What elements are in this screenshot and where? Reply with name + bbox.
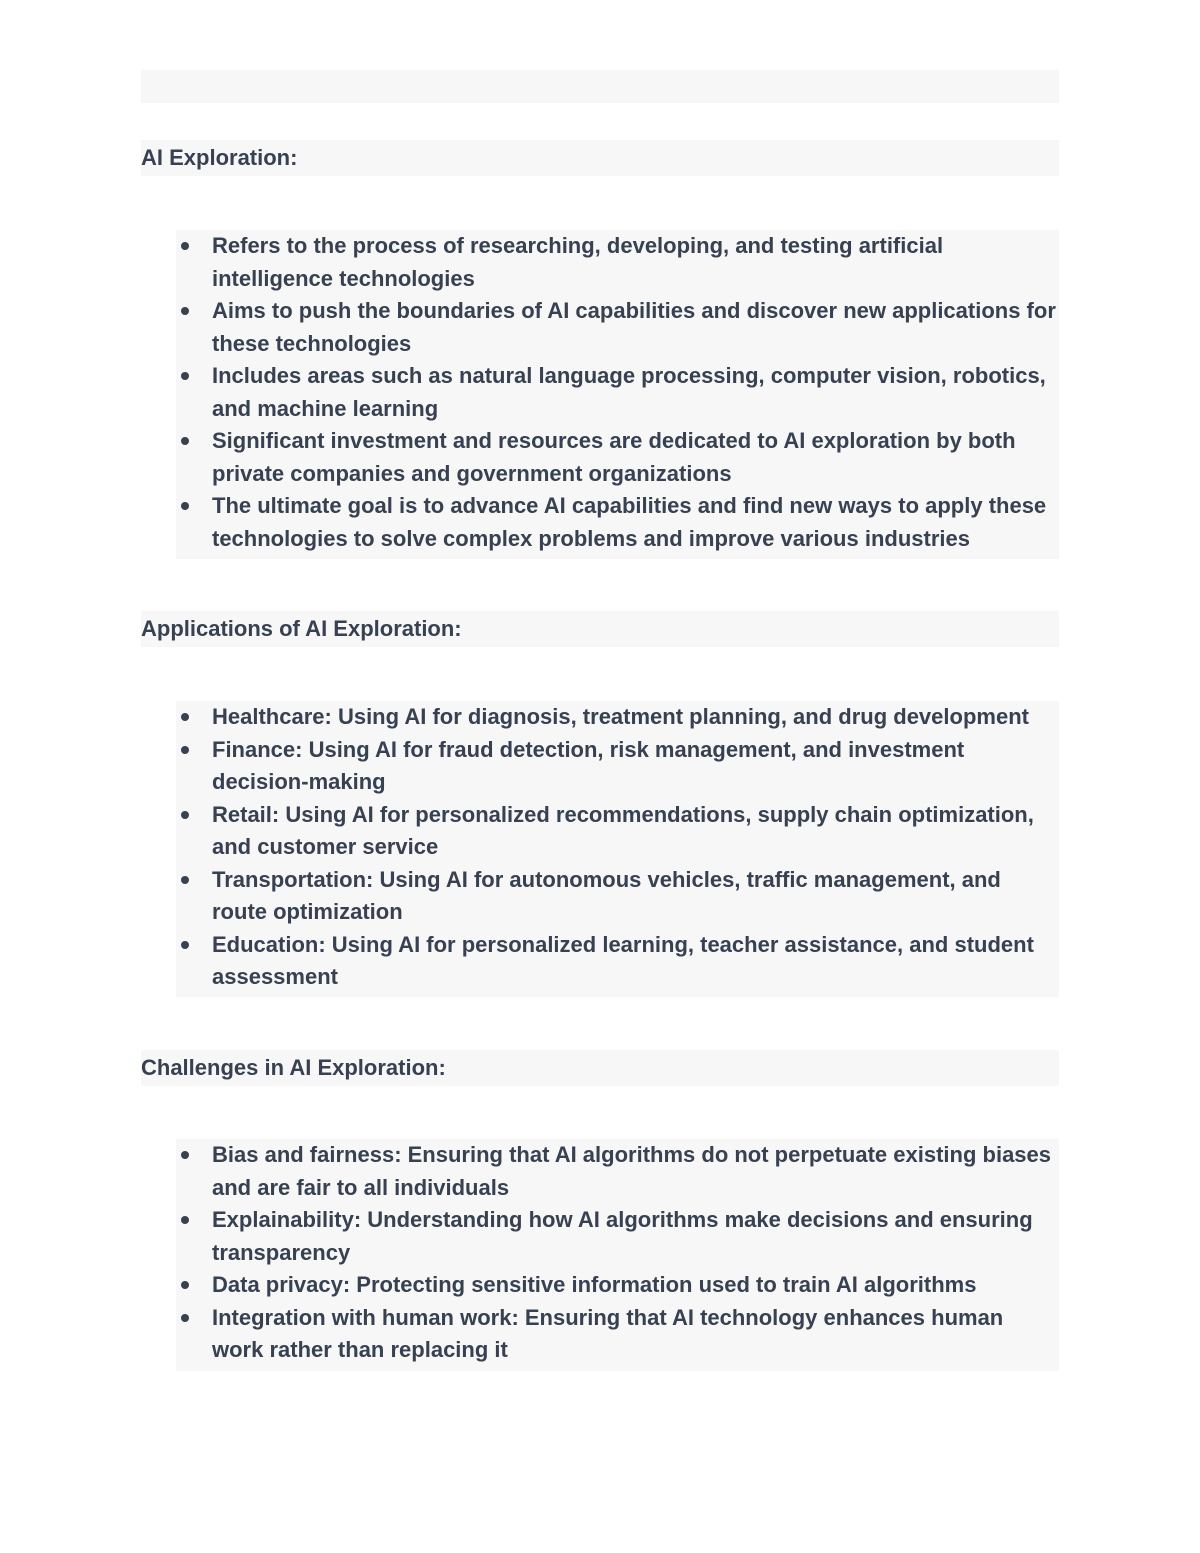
bullet-icon — [181, 242, 189, 250]
list-item-text: The ultimate goal is to advance AI capabilities and find new ways to apply these technologies to solve complex problems and improve various industries — [212, 493, 1047, 551]
list-item-text: Healthcare: Using AI for diagnosis, treatment planning, and drug development — [212, 704, 1029, 729]
bullet-icon — [181, 307, 189, 315]
list-item — [176, 864, 1059, 929]
list-item-text: Transportation: Using AI for autonomous vehicles, traffic management, and route optimization — [212, 866, 1001, 924]
list-item — [176, 799, 1059, 864]
list-item-text: Significant investment and resources are dedicated to AI exploration by both private companies and government organizations — [212, 428, 1016, 486]
bullet-icon — [181, 746, 189, 754]
list-item — [176, 425, 1059, 490]
section-heading-challenges: Challenges in AI Exploration: — [141, 1050, 1059, 1086]
blank-block — [141, 70, 1059, 103]
list-item — [176, 701, 1059, 734]
list-item — [176, 230, 1059, 295]
bullet-icon — [181, 1216, 189, 1224]
bullet-list-challenges — [176, 1139, 1059, 1371]
bullet-icon — [181, 502, 189, 510]
list-item — [176, 1204, 1059, 1269]
list-item — [176, 360, 1059, 425]
bullet-list-applications — [176, 701, 1059, 997]
bullet-icon — [181, 941, 189, 949]
bullet-icon — [181, 876, 189, 884]
bullet-icon — [181, 437, 189, 445]
list-item — [176, 1269, 1059, 1302]
list-item — [176, 1302, 1059, 1367]
list-item-text: Retail: Using AI for personalized recommendations, supply chain optimization, and customer service — [212, 801, 1034, 859]
list-item-text: Explainability: Understanding how AI algorithms make decisions and ensuring transparency — [212, 1207, 1033, 1265]
list-item-text: Data privacy: Protecting sensitive information used to train AI algorithms — [212, 1272, 977, 1297]
bullet-icon — [181, 1314, 189, 1322]
bullet-icon — [181, 1281, 189, 1289]
list-item — [176, 1139, 1059, 1204]
list-item — [176, 929, 1059, 994]
bullet-icon — [181, 811, 189, 819]
list-item-text: Integration with human work: Ensuring that AI technology enhances human work rather than replacing it — [212, 1304, 1004, 1362]
section-heading-ai-exploration: AI Exploration: — [141, 140, 1059, 176]
list-item-text: Education: Using AI for personalized learning, teacher assistance, and student assessment — [212, 931, 1034, 989]
list-item — [176, 734, 1059, 799]
list-item — [176, 295, 1059, 360]
list-item-text: Aims to push the boundaries of AI capabilities and discover new applications for these technologies — [212, 298, 1056, 356]
bullet-icon — [181, 713, 189, 721]
list-item — [176, 490, 1059, 555]
list-item-text: Refers to the process of researching, developing, and testing artificial intelligence technologies — [212, 233, 944, 291]
list-item-text: Finance: Using AI for fraud detection, risk management, and investment decision-making — [212, 736, 965, 794]
list-item-text: Includes areas such as natural language processing, computer vision, robotics, and machine learning — [212, 363, 1046, 421]
list-item-text: Bias and fairness: Ensuring that AI algorithms do not perpetuate existing biases and are fair to all individuals — [212, 1142, 1052, 1200]
bullet-icon — [181, 372, 189, 380]
bullet-icon — [181, 1151, 189, 1159]
bullet-list-ai-exploration — [176, 230, 1059, 559]
section-heading-applications: Applications of AI Exploration: — [141, 611, 1059, 647]
